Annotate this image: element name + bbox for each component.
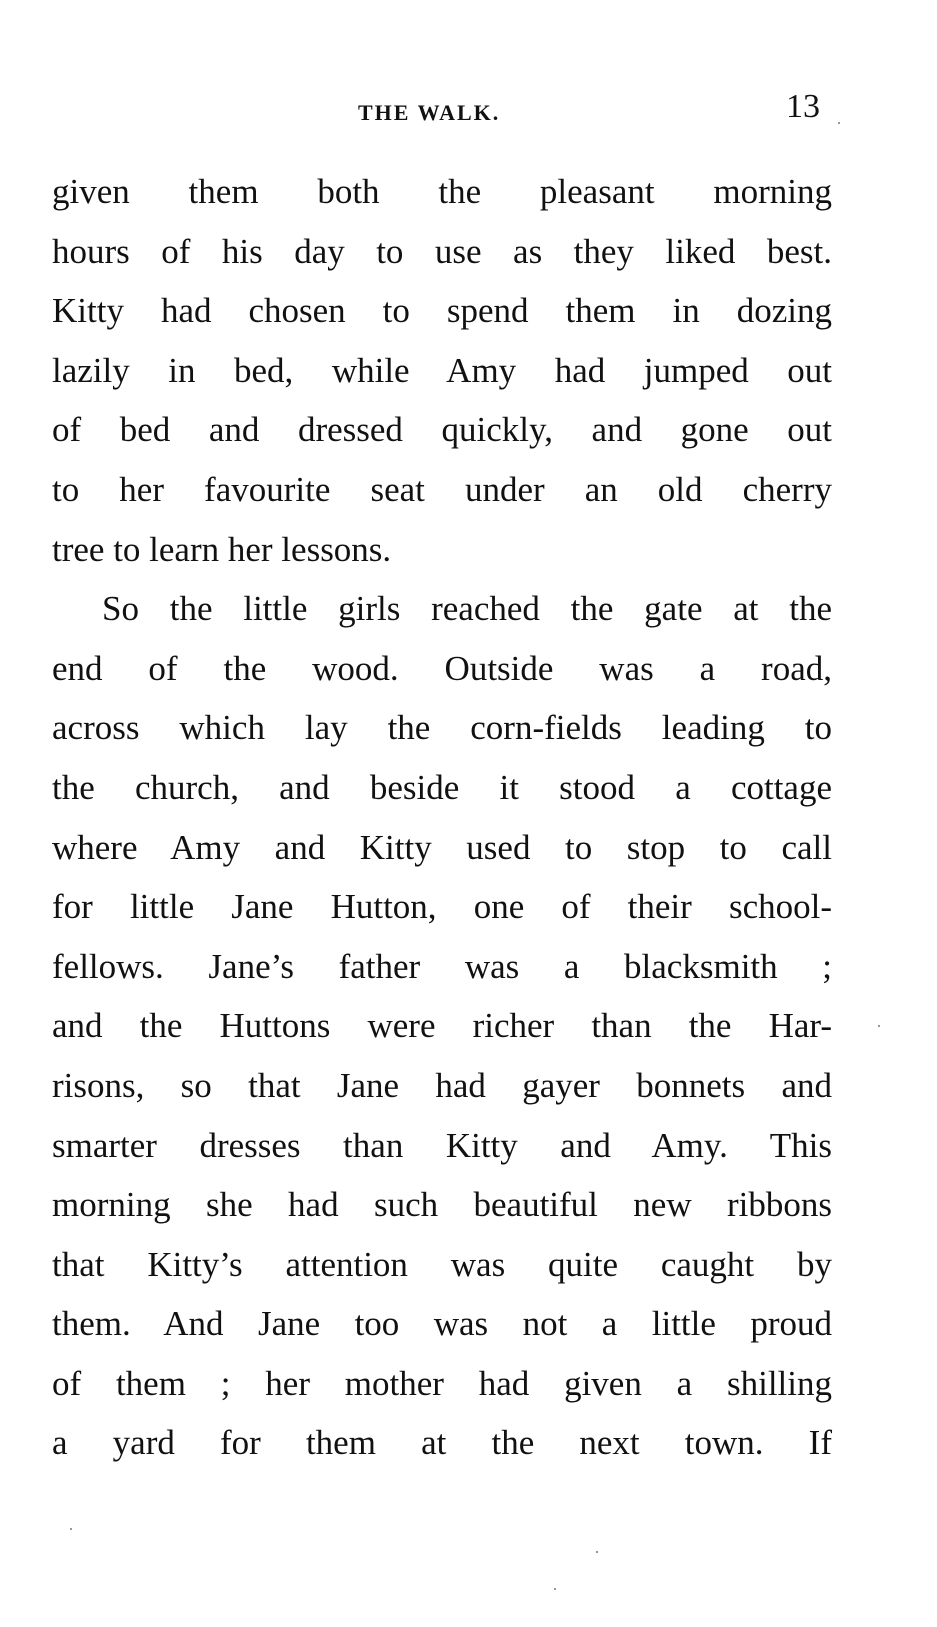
- text-line: of them ; her mother had given a shilling: [52, 1363, 832, 1403]
- text-line: and the Huttons were richer than the Har-: [52, 1006, 832, 1046]
- text-line: end of the wood. Outside was a road,: [52, 648, 832, 688]
- chapter-title: THE WALK.: [358, 100, 501, 125]
- text-line: Kitty had chosen to spend them in dozing: [52, 291, 832, 331]
- running-head: [0, 88, 937, 128]
- text-line: to her favourite seat under an old cherry: [52, 469, 832, 509]
- paper-speck: [596, 1551, 598, 1553]
- text-line: across which lay the corn-fields leading to: [52, 708, 832, 748]
- paragraph: [52, 162, 832, 579]
- text-line: that Kitty’s attention was quite caught by: [52, 1244, 832, 1284]
- text-line: of bed and dressed quickly, and gone out: [52, 410, 832, 450]
- paper-speck: [70, 1528, 72, 1530]
- paper-speck: [554, 1588, 556, 1590]
- page-number: 13: [786, 88, 820, 125]
- text-line: them. And Jane too was not a little proud: [52, 1304, 832, 1344]
- text-line: smarter dresses than Kitty and Amy. This: [52, 1125, 832, 1165]
- paragraph: [52, 579, 832, 1473]
- text-line: for little Jane Hutton, one of their school-: [52, 887, 832, 927]
- text-line: given them both the pleasant morning: [52, 172, 832, 211]
- paper-speck: [878, 1025, 880, 1027]
- body-text: [52, 162, 832, 1473]
- text-line: a yard for them at the next town. If: [52, 1423, 832, 1463]
- paper-speck: [838, 122, 840, 124]
- text-line: tree to learn her lessons.: [52, 529, 392, 569]
- text-line: hours of his day to use as they liked best.: [52, 231, 832, 271]
- text-line: lazily in bed, while Amy had jumped out: [52, 350, 832, 390]
- text-line: where Amy and Kitty used to stop to call: [52, 827, 832, 867]
- text-line: fellows. Jane’s father was a blacksmith ;: [52, 946, 832, 986]
- text-line: So the little girls reached the gate at the: [102, 589, 832, 629]
- text-line: the church, and beside it stood a cottage: [52, 767, 832, 807]
- text-line: risons, so that Jane had gayer bonnets and: [52, 1065, 832, 1105]
- text-line: morning she had such beautiful new ribbons: [52, 1185, 832, 1225]
